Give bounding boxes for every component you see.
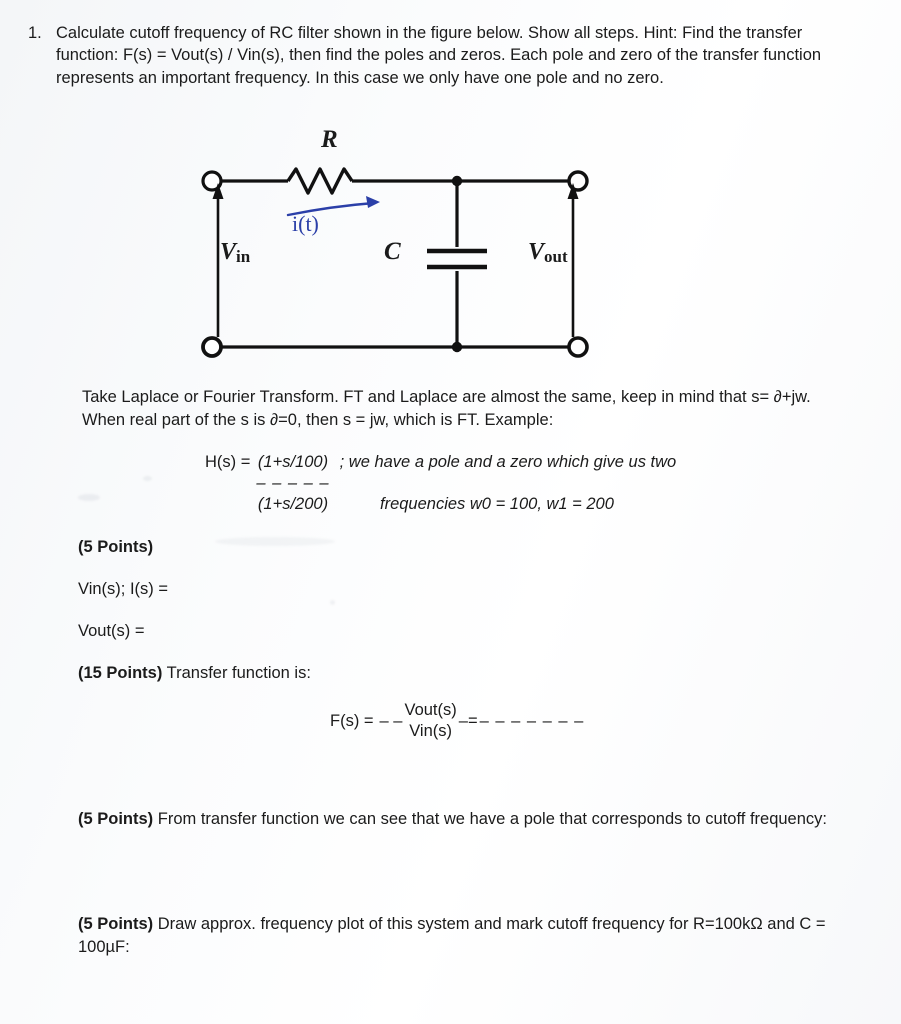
fs-denominator: Vin(s) [409, 722, 453, 741]
vin-is-prompt: Vin(s); I(s) = [78, 580, 169, 598]
points-15-label: (15 Points) [78, 664, 163, 682]
circuit-figure [180, 125, 650, 375]
points-5-prompt-c [78, 913, 858, 959]
points-15-prompt [78, 662, 311, 685]
example-note-2: frequencies w0 = 100, w1 = 200 [380, 495, 614, 513]
fs-label: F(s) = [330, 711, 374, 730]
vout-is-prompt: Vout(s) = [78, 622, 145, 640]
circuit-schematic-svg [180, 125, 650, 375]
scan-blemish [78, 494, 100, 501]
vin-label: Vin [220, 239, 251, 266]
points-15-text: Transfer function is: [162, 664, 311, 682]
points-5-prompt-b [78, 808, 838, 831]
resistor-label: R [321, 126, 338, 153]
problem-number: 1. [28, 24, 42, 42]
points-5-label-a: (5 Points) [78, 538, 154, 556]
transfer-function-equation [330, 700, 584, 743]
points-5-label-c: (5 Points) [78, 915, 154, 933]
scan-blemish [215, 537, 335, 546]
example-numerator: (1+s/100) [257, 453, 329, 471]
example-equation [205, 452, 676, 515]
example-note-1: ; we have a pole and a zero which give us two [339, 453, 677, 471]
scan-blemish [143, 476, 152, 481]
points-5-text-b: From transfer function we can see that we have a pole that corresponds to cutoff frequency: [153, 810, 827, 828]
problem-text: Calculate cutoff frequency of RC filter shown in the figure below. Show all steps. Hint: Find the transfer function: F(s) = Vout(s) / Vin(s), then find the poles and zeros. Each pole and zero of the transfer function represents an important frequency. In this case we only have one pole and no zero. [56, 24, 822, 87]
fs-equals: –= [458, 711, 478, 730]
laplace-paragraph: Take Laplace or Fourier Transform. FT and Laplace are almost the same, keep in mind that s= ∂+jw. When real part of the s is ∂=0, then s = jw, which is FT. Example: [82, 388, 811, 429]
problem-statement [28, 22, 828, 89]
scan-blemish [330, 600, 335, 605]
vout-label: Vout [528, 239, 568, 266]
fs-fraction [404, 700, 456, 743]
fs-numerator: Vout(s) [404, 701, 457, 719]
fs-dashes-right: – – – – – – – [479, 711, 585, 730]
example-denominator: (1+s/200) [257, 495, 329, 514]
current-annotation: i(t) [292, 211, 319, 236]
points-5-label-b: (5 Points) [78, 810, 154, 828]
example-lhs: H(s) = [205, 453, 251, 471]
fs-dashes-left: – – [379, 711, 403, 730]
points-5-text-c: Draw approx. frequency plot of this system and mark cutoff frequency for R=100kΩ and C = 100µF: [78, 915, 826, 956]
example-fraction-bar: – – – – – [256, 474, 330, 493]
capacitor-label: C [384, 238, 401, 265]
example-fraction [256, 452, 329, 515]
